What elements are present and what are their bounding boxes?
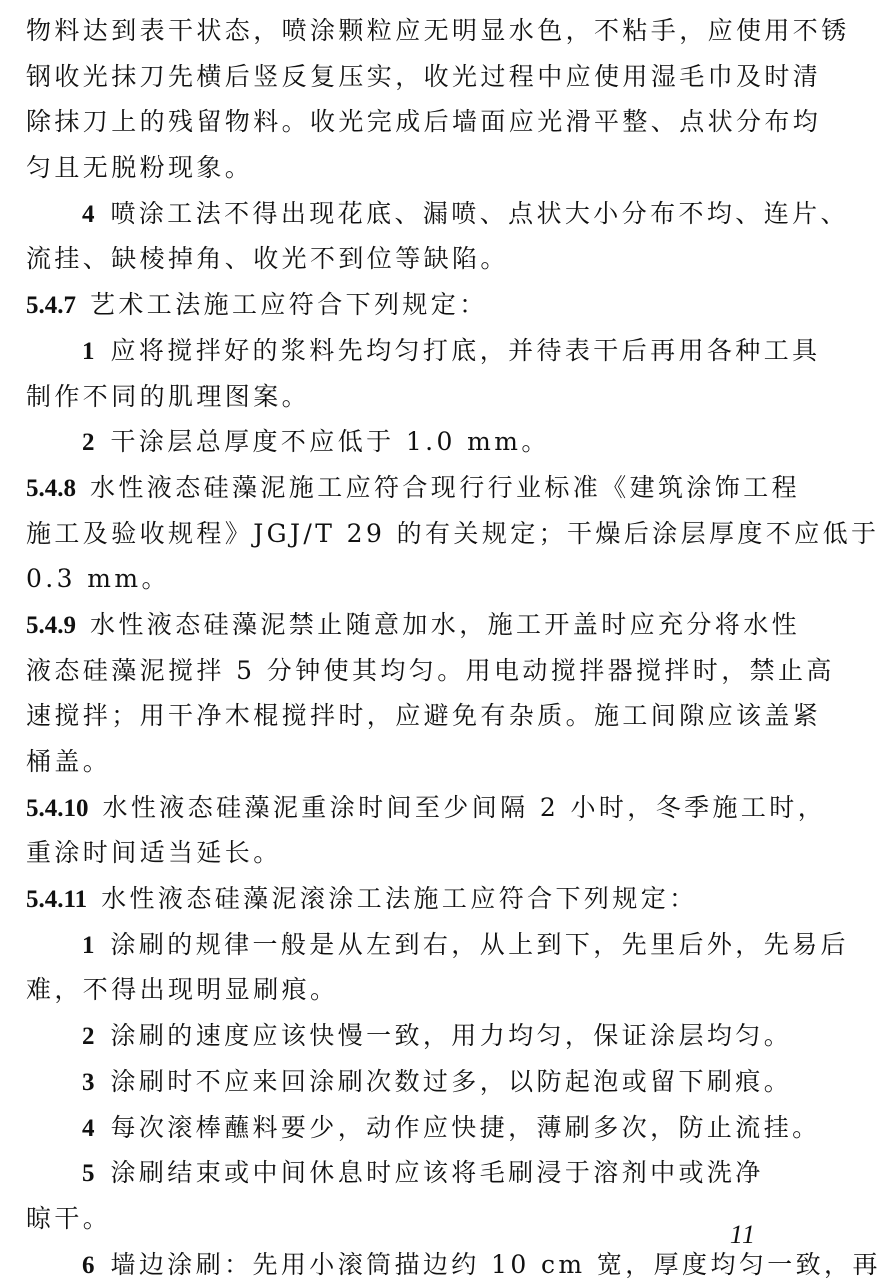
list-item-line	[26, 191, 849, 237]
list-item-line	[26, 1059, 793, 1105]
line-text: 每次滚棒蘸料要少，动作应快捷，薄刷多次，防止流挂。	[110, 1112, 821, 1142]
line-text: 制作不同的肌理图案。	[26, 381, 311, 411]
section-heading-line	[26, 785, 827, 831]
line-text: 水性液态硅藻泥施工应符合现行行业标准《建筑涂饰工程	[90, 472, 801, 502]
text-line	[26, 145, 776, 191]
line-text: 艺术工法施工应符合下列规定：	[90, 290, 488, 320]
item-number: 3	[82, 1068, 95, 1096]
line-text: 钢收光抹刀先横后竖反复压实，收光过程中应使用湿毛巾及时清	[26, 61, 822, 91]
section-heading-line	[26, 876, 776, 922]
line-text: 水性液态硅藻泥禁止随意加水，施工开盖时应充分将水性	[90, 609, 801, 639]
line-text: 墙边涂刷：先用小滚筒描边约 10 cm 宽，厚度均匀一致，再	[110, 1249, 881, 1279]
text-line	[26, 54, 822, 100]
text-line	[26, 236, 776, 282]
line-text: 涂刷结束或中间休息时应该将毛刷浸于溶剂中或洗净	[110, 1158, 764, 1188]
line-text: 物料达到表干状态，喷涂颗粒应无明显水色，不粘手，应使用不锈	[26, 16, 850, 45]
list-item-line	[26, 1242, 881, 1288]
item-number: 2	[82, 1023, 95, 1051]
item-number: 4	[82, 200, 95, 228]
line-text: 匀且无脱粉现象。	[26, 153, 254, 183]
text-line	[26, 648, 835, 694]
text-line	[26, 967, 776, 1013]
section-number: 5.4.8	[26, 474, 76, 502]
item-number: 2	[82, 429, 95, 457]
section-heading-line	[26, 465, 801, 511]
text-line	[26, 739, 776, 785]
line-text: 喷涂工法不得出现花底、漏喷、点状大小分布不均、连片、	[110, 198, 849, 228]
line-text: 涂刷时不应来回涂刷次数过多，以防起泡或留下刷痕。	[110, 1066, 793, 1096]
page-number: 11	[729, 1220, 756, 1249]
section-number: 5.4.7	[26, 292, 76, 320]
line-text: 应将搅拌好的浆料先均匀打底，并待表干后再用各种工具	[110, 335, 821, 365]
list-item-line	[26, 419, 776, 465]
line-text: 晾干。	[26, 1203, 112, 1233]
text-line	[26, 556, 776, 602]
line-text: 桶盖。	[26, 747, 112, 776]
line-text: 水性液态硅藻泥重涂时间至少间隔 2 小时，冬季施工时，	[102, 792, 827, 822]
list-item-line	[26, 1150, 776, 1196]
line-text: 流挂、缺棱掉角、收光不到位等缺陷。	[26, 244, 509, 274]
line-text: 水性液态硅藻泥滚涂工法施工应符合下列规定：	[101, 884, 698, 914]
item-number: 6	[82, 1251, 95, 1279]
line-text: 0.3 mm。	[26, 564, 170, 594]
line-text: 施工及验收规程》JGJ/T 29 的有关规定；干燥后涂层厚度不应低于	[26, 518, 880, 548]
text-line	[26, 1196, 776, 1242]
list-item-line	[26, 1013, 793, 1059]
text-line	[26, 8, 850, 54]
line-text: 液态硅藻泥搅拌 5 分钟使其均匀。用电动搅拌器搅拌时，禁止高	[26, 655, 835, 685]
list-item-line	[26, 328, 821, 374]
text-line	[26, 693, 822, 739]
item-number: 1	[82, 931, 95, 959]
section-heading-line	[26, 282, 776, 328]
section-number: 5.4.11	[26, 886, 88, 914]
line-text: 速搅拌；用干净木棍搅拌时，应避免有杂质。施工间隙应该盖紧	[26, 701, 822, 731]
section-heading-line	[26, 602, 801, 648]
text-line	[26, 374, 776, 420]
line-text: 干涂层总厚度不应低于 1.0 mm。	[110, 427, 550, 457]
item-number: 1	[82, 337, 95, 365]
body-text	[26, 8, 881, 1287]
list-item-line	[26, 1105, 821, 1151]
line-text: 涂刷的速度应该快慢一致，用力均匀，保证涂层均匀。	[110, 1021, 793, 1051]
section-number: 5.4.9	[26, 611, 76, 639]
section-number: 5.4.10	[26, 794, 89, 822]
text-line	[26, 511, 880, 557]
line-text: 涂刷的规律一般是从左到右，从上到下，先里后外，先易后	[110, 929, 849, 959]
line-text: 除抹刀上的残留物料。收光完成后墙面应光滑平整、点状分布均	[26, 107, 822, 137]
item-number: 4	[82, 1114, 95, 1142]
list-item-line	[26, 922, 849, 968]
line-text: 重涂时间适当延长。	[26, 838, 282, 868]
line-text: 难，不得出现明显刷痕。	[26, 975, 339, 1005]
text-line	[26, 830, 776, 876]
item-number: 5	[82, 1160, 95, 1188]
text-line	[26, 99, 822, 145]
